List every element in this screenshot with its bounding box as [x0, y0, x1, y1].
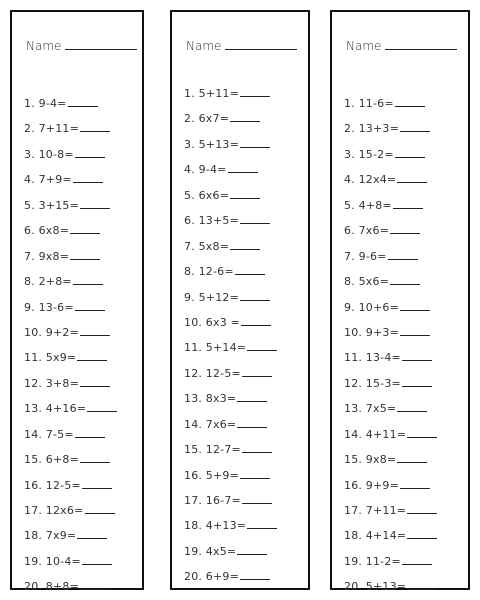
answer-blank[interactable] [68, 96, 98, 107]
problem-item [184, 335, 302, 360]
problem-item [344, 422, 462, 447]
answer-blank[interactable] [85, 503, 115, 514]
problem-item [24, 269, 136, 294]
answer-blank[interactable] [77, 528, 107, 539]
problem-item [344, 549, 462, 574]
answer-blank[interactable] [242, 366, 272, 377]
problem-text: 3. 5+13= [184, 137, 240, 151]
name-label: Name [186, 39, 222, 53]
problem-item [24, 142, 136, 167]
problem-text: 10. 9+3= [344, 325, 400, 339]
answer-blank[interactable] [75, 427, 105, 438]
problem-text: 6. 13+5= [184, 214, 240, 228]
answer-blank[interactable] [77, 350, 107, 361]
answer-blank[interactable] [247, 340, 277, 351]
name-label: Name [26, 39, 62, 53]
problem-text: 1. 9-4= [24, 97, 67, 110]
problem-text: 6. 7x6= [344, 224, 390, 238]
answer-blank[interactable] [247, 518, 277, 529]
problem-item [184, 361, 302, 386]
problem-item [24, 498, 136, 523]
problem-item [344, 91, 462, 116]
problem-item [184, 412, 302, 437]
answer-blank[interactable] [407, 528, 437, 539]
problem-text: 12. 3+8= [24, 376, 80, 390]
worksheet-strip-2 [170, 10, 310, 590]
problem-text: 17. 7+11= [344, 504, 407, 517]
problem-item [184, 437, 302, 462]
problem-text: 6. 6x8= [24, 224, 70, 238]
problem-item [184, 463, 302, 488]
problem-item [184, 183, 302, 208]
problem-text: 5. 4+8= [344, 198, 392, 212]
name-row [346, 38, 457, 53]
problem-text: 14. 7-5= [24, 427, 74, 441]
problem-item [344, 473, 462, 498]
problem-text: 19. 10-4= [24, 554, 81, 568]
problem-text: 11. 5+14= [184, 341, 247, 355]
name-row [186, 38, 297, 53]
problem-list [344, 91, 462, 600]
answer-blank[interactable] [395, 147, 425, 158]
answer-blank[interactable] [73, 172, 103, 183]
answer-blank[interactable] [80, 325, 110, 336]
name-row [26, 38, 137, 53]
problem-item [184, 386, 302, 411]
answer-blank[interactable] [230, 188, 260, 199]
problem-item [344, 523, 462, 548]
answer-blank[interactable] [400, 300, 430, 311]
problem-text: 2. 6x7= [184, 112, 230, 126]
answer-blank[interactable] [75, 300, 105, 311]
problem-text: 16. 9+9= [344, 478, 400, 492]
answer-blank[interactable] [407, 427, 437, 438]
problem-item [184, 132, 302, 157]
problem-text: 13. 7x5= [344, 402, 397, 416]
answer-blank[interactable] [397, 172, 427, 183]
answer-blank[interactable] [400, 325, 430, 336]
problem-text: 9. 5+12= [184, 290, 240, 304]
problem-text: 18. 4+13= [184, 519, 247, 533]
problem-item [24, 218, 136, 243]
answer-blank[interactable] [237, 391, 267, 402]
problem-text: 14. 4+11= [344, 427, 407, 441]
problem-text: 19. 4x5= [184, 544, 237, 558]
answer-blank[interactable] [240, 137, 270, 148]
problem-text: 20. 5+13= [344, 580, 407, 594]
answer-blank[interactable] [70, 223, 100, 234]
answer-blank[interactable] [80, 121, 110, 132]
answer-blank[interactable] [397, 452, 427, 463]
problem-text: 8. 12-6= [184, 265, 234, 279]
problem-text: 20. 8+8= [24, 580, 80, 594]
problem-item [184, 259, 302, 284]
answer-blank[interactable] [242, 493, 272, 504]
problem-item [344, 498, 462, 523]
answer-blank[interactable] [87, 401, 117, 412]
problem-item [24, 422, 136, 447]
problem-text: 11. 5x9= [24, 351, 77, 365]
problem-item [344, 244, 462, 269]
problem-text: 3. 10-8= [24, 147, 74, 161]
problem-item [184, 539, 302, 564]
problem-item [24, 371, 136, 396]
problem-item [344, 218, 462, 243]
problem-item [24, 320, 136, 345]
problem-text: 4. 7+9= [24, 173, 72, 187]
problem-item [184, 208, 302, 233]
problem-item [344, 167, 462, 192]
problem-item [184, 488, 302, 513]
answer-blank[interactable] [80, 579, 110, 590]
problem-text: 17. 12x6= [24, 504, 84, 517]
answer-blank[interactable] [407, 579, 437, 590]
problem-item [184, 106, 302, 131]
problem-item [344, 142, 462, 167]
problem-item [24, 447, 136, 472]
problem-text: 13. 8x3= [184, 392, 237, 406]
problem-item [344, 574, 462, 599]
problem-item [344, 345, 462, 370]
answer-blank[interactable] [70, 249, 100, 260]
problem-text: 5. 6x6= [184, 188, 230, 202]
problem-text: 12. 12-5= [184, 366, 241, 380]
problem-item [24, 244, 136, 269]
answer-blank[interactable] [388, 249, 418, 260]
problem-item [24, 396, 136, 421]
answer-blank[interactable] [73, 274, 103, 285]
problem-item [184, 310, 302, 335]
problem-text: 4. 12x4= [344, 173, 397, 187]
problem-text: 9. 13-6= [24, 300, 74, 314]
answer-blank[interactable] [407, 503, 437, 514]
problem-text: 10. 6x3 = [184, 315, 241, 329]
problem-text: 8. 5x6= [344, 275, 390, 289]
name-label: Name [346, 39, 382, 53]
problem-text: 19. 11-2= [344, 554, 401, 568]
problem-item [344, 320, 462, 345]
answer-blank[interactable] [393, 198, 423, 209]
problem-text: 5. 3+15= [24, 198, 80, 212]
problem-item [24, 295, 136, 320]
problem-text: 12. 15-3= [344, 376, 401, 390]
answer-blank[interactable] [230, 239, 260, 250]
problem-item [344, 447, 462, 472]
problem-list [184, 81, 302, 590]
name-blank[interactable] [385, 38, 457, 50]
problem-text: 10. 9+2= [24, 325, 80, 339]
problem-item [344, 371, 462, 396]
problem-text: 1. 11-6= [344, 97, 394, 110]
problem-item [24, 167, 136, 192]
answer-blank[interactable] [390, 274, 420, 285]
problem-item [184, 513, 302, 538]
problem-item [184, 157, 302, 182]
problem-item [344, 295, 462, 320]
problem-item [184, 234, 302, 259]
problem-text: 18. 7x9= [24, 529, 77, 543]
answer-blank[interactable] [242, 442, 272, 453]
problem-text: 17. 16-7= [184, 494, 241, 507]
answer-blank[interactable] [80, 452, 110, 463]
answer-blank[interactable] [240, 569, 270, 580]
answer-blank[interactable] [240, 86, 270, 97]
problem-item [344, 396, 462, 421]
problem-item [24, 345, 136, 370]
problem-item [24, 523, 136, 548]
name-blank[interactable] [225, 38, 297, 50]
answer-blank[interactable] [390, 223, 420, 234]
problem-text: 20. 6+9= [184, 570, 240, 584]
problem-text: 15. 9x8= [344, 453, 397, 467]
problem-text: 2. 13+3= [344, 122, 400, 136]
answer-blank[interactable] [237, 544, 267, 555]
answer-blank[interactable] [241, 315, 271, 326]
answer-blank[interactable] [402, 376, 432, 387]
answer-blank[interactable] [240, 213, 270, 224]
answer-blank[interactable] [228, 162, 258, 173]
name-blank[interactable] [65, 38, 137, 50]
problem-text: 7. 9x8= [24, 249, 70, 263]
answer-blank[interactable] [400, 478, 430, 489]
problem-text: 15. 6+8= [24, 453, 80, 467]
problem-text: 3. 15-2= [344, 147, 394, 161]
answer-blank[interactable] [400, 121, 430, 132]
answer-blank[interactable] [240, 468, 270, 479]
problem-text: 16. 5+9= [184, 468, 240, 482]
answer-blank[interactable] [230, 111, 260, 122]
problem-item [344, 193, 462, 218]
problem-text: 13. 4+16= [24, 402, 87, 416]
answer-blank[interactable] [75, 147, 105, 158]
worksheet-strip-1 [10, 10, 144, 594]
answer-blank[interactable] [82, 554, 112, 565]
problem-item [24, 193, 136, 218]
problem-text: 9. 10+6= [344, 300, 400, 314]
problem-item [24, 116, 136, 141]
answer-blank[interactable] [80, 376, 110, 387]
problem-text: 14. 7x6= [184, 417, 237, 431]
answer-blank[interactable] [80, 198, 110, 209]
problem-item [344, 269, 462, 294]
problem-item [24, 574, 136, 599]
problem-item [24, 91, 136, 116]
answer-blank[interactable] [235, 264, 265, 275]
answer-blank[interactable] [402, 554, 432, 565]
problem-text: 7. 5x8= [184, 239, 230, 253]
answer-blank[interactable] [82, 478, 112, 489]
answer-blank[interactable] [395, 96, 425, 107]
problem-item [24, 473, 136, 498]
answer-blank[interactable] [237, 417, 267, 428]
problem-item [184, 564, 302, 589]
problem-text: 16. 12-5= [24, 478, 81, 492]
problem-text: 4. 9-4= [184, 163, 227, 177]
problem-text: 15. 12-7= [184, 443, 241, 457]
answer-blank[interactable] [240, 290, 270, 301]
problem-list [24, 91, 136, 600]
problem-text: 8. 2+8= [24, 275, 72, 289]
problem-item [344, 116, 462, 141]
worksheet-strip-3 [330, 10, 470, 594]
problem-text: 1. 5+11= [184, 87, 240, 100]
problem-text: 2. 7+11= [24, 122, 80, 136]
problem-item [24, 549, 136, 574]
problem-item [184, 81, 302, 106]
problem-text: 18. 4+14= [344, 529, 407, 543]
answer-blank[interactable] [402, 350, 432, 361]
problem-text: 7. 9-6= [344, 249, 387, 263]
problem-item [184, 285, 302, 310]
answer-blank[interactable] [397, 401, 427, 412]
problem-text: 11. 13-4= [344, 351, 401, 365]
